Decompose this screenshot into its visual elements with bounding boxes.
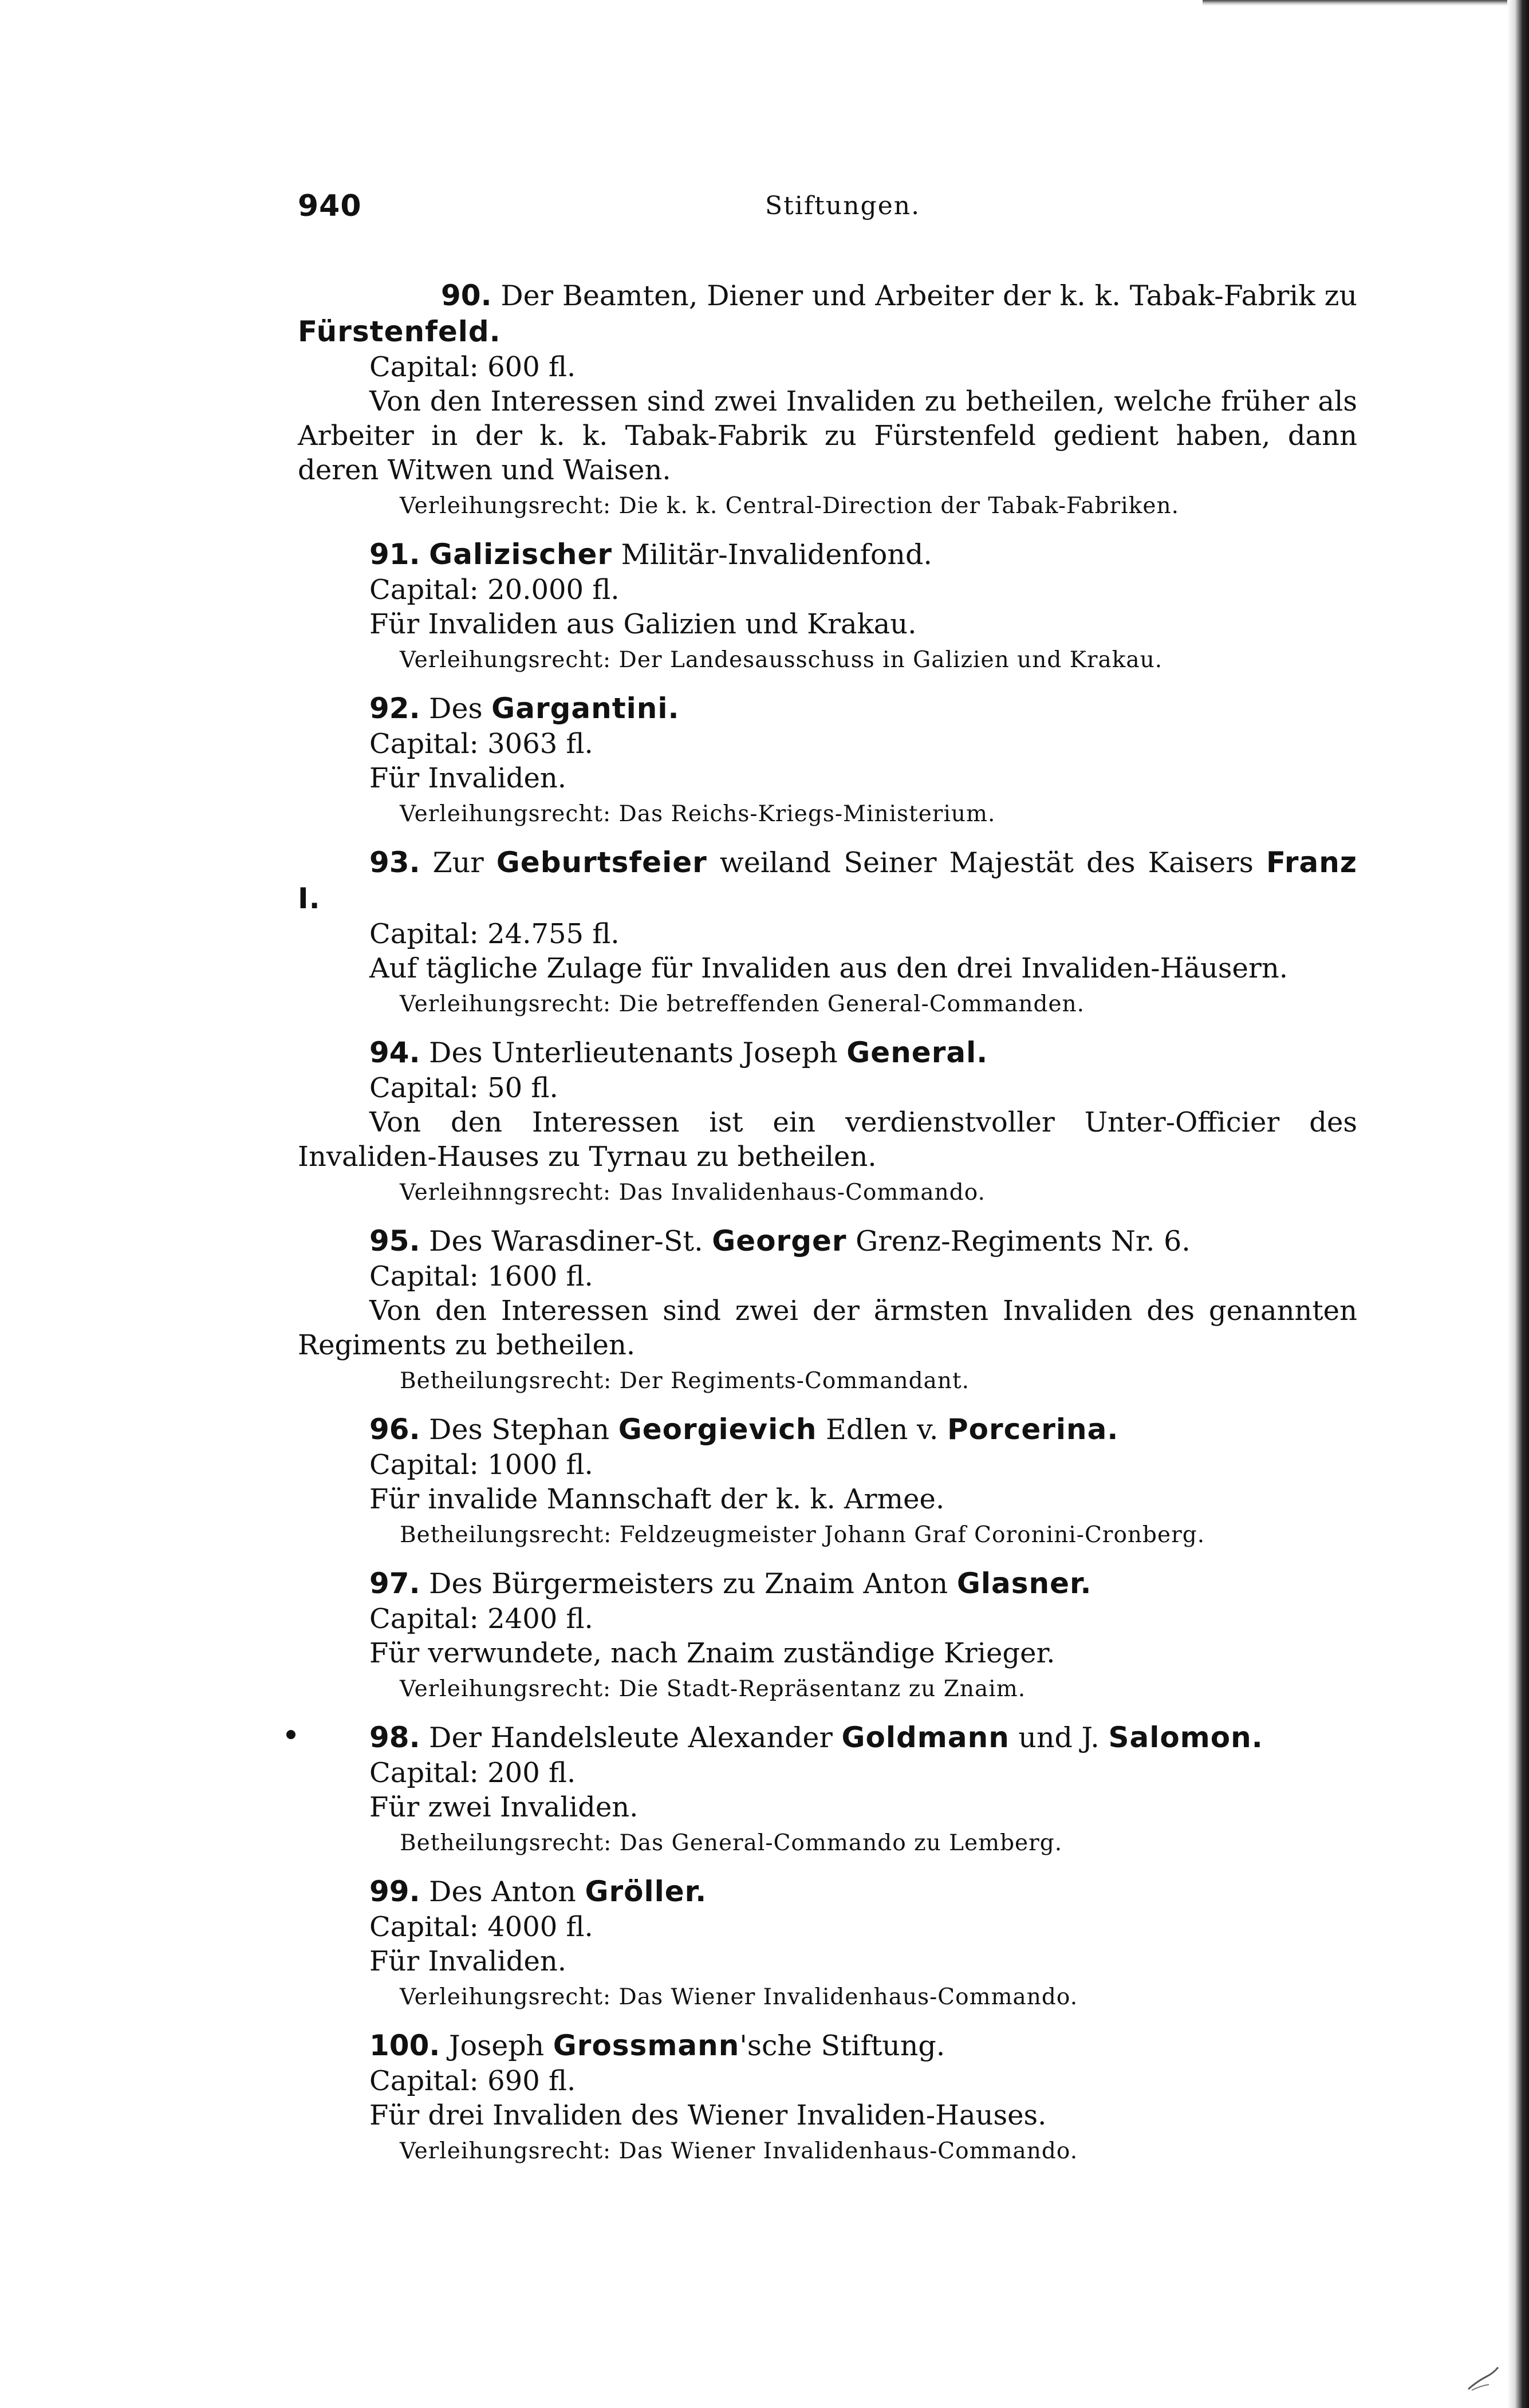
entry-title — [298, 278, 1357, 350]
entry-capital: Capital: 50 fl. — [369, 1072, 558, 1104]
entry-right: Verleihungsrecht: Die Stadt-Repräsentanz zu Znaim. — [400, 1676, 1026, 1702]
entry-description: Für Invaliden. — [369, 762, 567, 794]
entry-capital: Capital: 2400 fl. — [369, 1603, 593, 1635]
entry-title — [298, 537, 1357, 573]
entry-title — [298, 1035, 1357, 1071]
entry-name: General. — [846, 1036, 988, 1069]
entry-number: 97. — [369, 1567, 420, 1600]
entry-name-secondary: Franz I. — [298, 846, 1357, 915]
entry-description: Für Invaliden. — [369, 1945, 567, 1977]
entry-capital: Capital: 600 fl. — [369, 351, 576, 383]
entry-name-secondary: Porcerina. — [947, 1413, 1119, 1446]
entry-text-pre: Der Handelsleute Alexander — [429, 1721, 842, 1754]
foundation-entry-90 — [298, 278, 1357, 525]
entry-name-secondary: Salomon. — [1108, 1721, 1263, 1754]
entry-right: Betheilungsrecht: Feldzeugmeister Johann Graf Coronini-Cronberg. — [400, 1522, 1205, 1548]
entry-text-pre: Des Bürgermeisters zu Znaim Anton — [429, 1567, 957, 1600]
entry-number: 93. — [369, 846, 420, 879]
entry-number: 96. — [369, 1413, 420, 1446]
entry-description: Von den Interessen sind zwei der ärmsten Invaliden des genannten Regiments zu betheilen. — [298, 1295, 1357, 1361]
foundation-entry-97 — [298, 1566, 1357, 1708]
entry-name: Glasner. — [956, 1567, 1092, 1600]
entry-title — [298, 2028, 1357, 2064]
entry-capital: Capital: 1000 fl. — [369, 1449, 593, 1481]
entry-number: 99. — [369, 1875, 420, 1908]
foundation-entry-100 — [298, 2028, 1357, 2170]
entry-description: Für Invaliden aus Galizien und Krakau. — [369, 608, 917, 640]
entry-text-post: Grenz-Regiments Nr. 6. — [846, 1225, 1191, 1258]
margin-dot-mark — [286, 1730, 295, 1739]
entry-title — [298, 1874, 1357, 1910]
entry-right: Betheilungsrecht: Das General-Commando zu Lemberg. — [400, 1830, 1063, 1856]
foundation-entry-98 — [298, 1720, 1357, 1862]
entry-capital: Capital: 200 fl. — [369, 1757, 576, 1789]
entry-capital: Capital: 690 fl. — [369, 2065, 576, 2097]
entry-title — [298, 1720, 1357, 1756]
entry-name: Goldmann — [841, 1721, 1010, 1754]
entry-description: Für zwei Invaliden. — [369, 1791, 639, 1823]
entry-number: 95. — [369, 1224, 420, 1258]
entry-text-post: Edlen v. — [817, 1413, 948, 1446]
page-header — [298, 189, 1357, 241]
entry-text-pre: Des Warasdiner-St. — [429, 1225, 712, 1258]
foundation-entry-91 — [298, 537, 1357, 679]
entry-title — [298, 1412, 1357, 1448]
entry-text-post: und J. — [1009, 1721, 1109, 1754]
entry-name: Gargantini. — [491, 692, 680, 725]
entry-capital: Capital: 20.000 fl. — [369, 574, 620, 606]
entry-description: Auf tägliche Zulage für Invaliden aus den drei Invaliden-Häusern. — [369, 952, 1288, 984]
entry-description: Für drei Invaliden des Wiener Invaliden-Hauses. — [369, 2099, 1047, 2131]
entry-name: Fürstenfeld. — [298, 315, 501, 348]
entry-right: Verleihungsrecht: Das Wiener Invalidenhaus-Commando. — [400, 2138, 1078, 2164]
entry-description: Von den Interessen ist ein verdienstvoller Unter-Officier des Invaliden-Hauses zu Tyrnau zu betheilen. — [298, 1106, 1357, 1173]
entry-right: Verleihungsrecht: Die betreffenden General-Commanden. — [400, 991, 1085, 1017]
entry-title — [298, 691, 1357, 727]
foundation-entry-95 — [298, 1223, 1357, 1400]
corner-scribble-icon — [1466, 2364, 1500, 2393]
entry-name: Geburtsfeier — [496, 846, 707, 879]
entry-right: Verleihnngsrecht: Das Invalidenhaus-Commando. — [400, 1180, 986, 1205]
page-edge-shadow-top — [1203, 0, 1529, 6]
entry-name: Georgievich — [618, 1413, 817, 1446]
entry-text-pre: Zur — [432, 846, 496, 879]
entry-text-pre: Joseph — [448, 2029, 553, 2062]
page-number: 940 — [298, 189, 362, 223]
foundation-entry-94 — [298, 1035, 1357, 1212]
entry-title — [298, 845, 1357, 917]
entry-number: 98. — [369, 1721, 420, 1754]
entry-right: Betheilungsrecht: Der Regiments-Commandant. — [400, 1368, 970, 1394]
entry-title — [298, 1223, 1357, 1259]
entry-text-post: 'sche Stiftung. — [739, 2029, 945, 2062]
page-edge-shadow — [1507, 0, 1529, 2408]
entry-text-pre: Des Unterlieutenants Joseph — [429, 1036, 847, 1069]
entry-right: Verleihungsrecht: Das Wiener Invalidenhaus-Commando. — [400, 1984, 1078, 2010]
entry-right: Verleihungsrecht: Die k. k. Central-Direction der Tabak-Fabriken. — [400, 493, 1179, 519]
entry-number: 92. — [369, 692, 420, 725]
entry-right: Verleihungsrecht: Der Landesausschuss in Galizien und Krakau. — [400, 647, 1163, 673]
entry-description: Für invalide Mannschaft der k. k. Armee. — [369, 1483, 945, 1515]
entry-right: Verleihungsrecht: Das Reichs-Kriegs-Ministerium. — [400, 801, 996, 827]
entry-number: 100. — [369, 2029, 440, 2062]
entry-number: 91. — [369, 538, 420, 571]
foundation-entry-92 — [298, 691, 1357, 833]
foundation-entry-96 — [298, 1412, 1357, 1554]
entry-text-pre: Der Beamten, Diener und Arbeiter der k. k. Tabak-Fabrik zu — [501, 279, 1357, 312]
entry-text-post: Militär-Invalidenfond. — [612, 538, 932, 571]
entry-capital: Capital: 4000 fl. — [369, 1911, 593, 1943]
entry-text-post: weiland Seiner Majestät des Kaisers — [707, 846, 1266, 879]
entry-text-pre: Des Stephan — [429, 1413, 618, 1446]
entry-text-pre: Des Anton — [429, 1875, 585, 1908]
entry-text-pre: Des — [429, 692, 492, 725]
entry-name: Georger — [712, 1224, 847, 1258]
entry-description: Von den Interessen sind zwei Invaliden zu betheilen, welche früher als Arbeiter in der k. k. Tabak-Fabrik zu Fürstenfeld gedient haben, dann deren Witwen und Waisen. — [298, 385, 1357, 486]
entry-capital: Capital: 24.755 fl. — [369, 918, 620, 950]
entry-name: Grossmann — [553, 2029, 740, 2062]
entry-capital: Capital: 3063 fl. — [369, 728, 593, 760]
entry-number: 94. — [369, 1036, 420, 1069]
entry-number: 90. — [441, 279, 492, 312]
entry-title — [298, 1566, 1357, 1602]
foundation-entry-99 — [298, 1874, 1357, 2016]
entry-name: Galizischer — [429, 538, 613, 571]
foundation-entry-93 — [298, 845, 1357, 1023]
running-head: Stiftungen. — [765, 191, 921, 220]
entry-name: Gröller. — [585, 1875, 707, 1908]
entry-description: Für verwundete, nach Znaim zuständige Krieger. — [369, 1637, 1055, 1669]
entry-capital: Capital: 1600 fl. — [369, 1260, 593, 1292]
page-content — [298, 189, 1357, 2182]
